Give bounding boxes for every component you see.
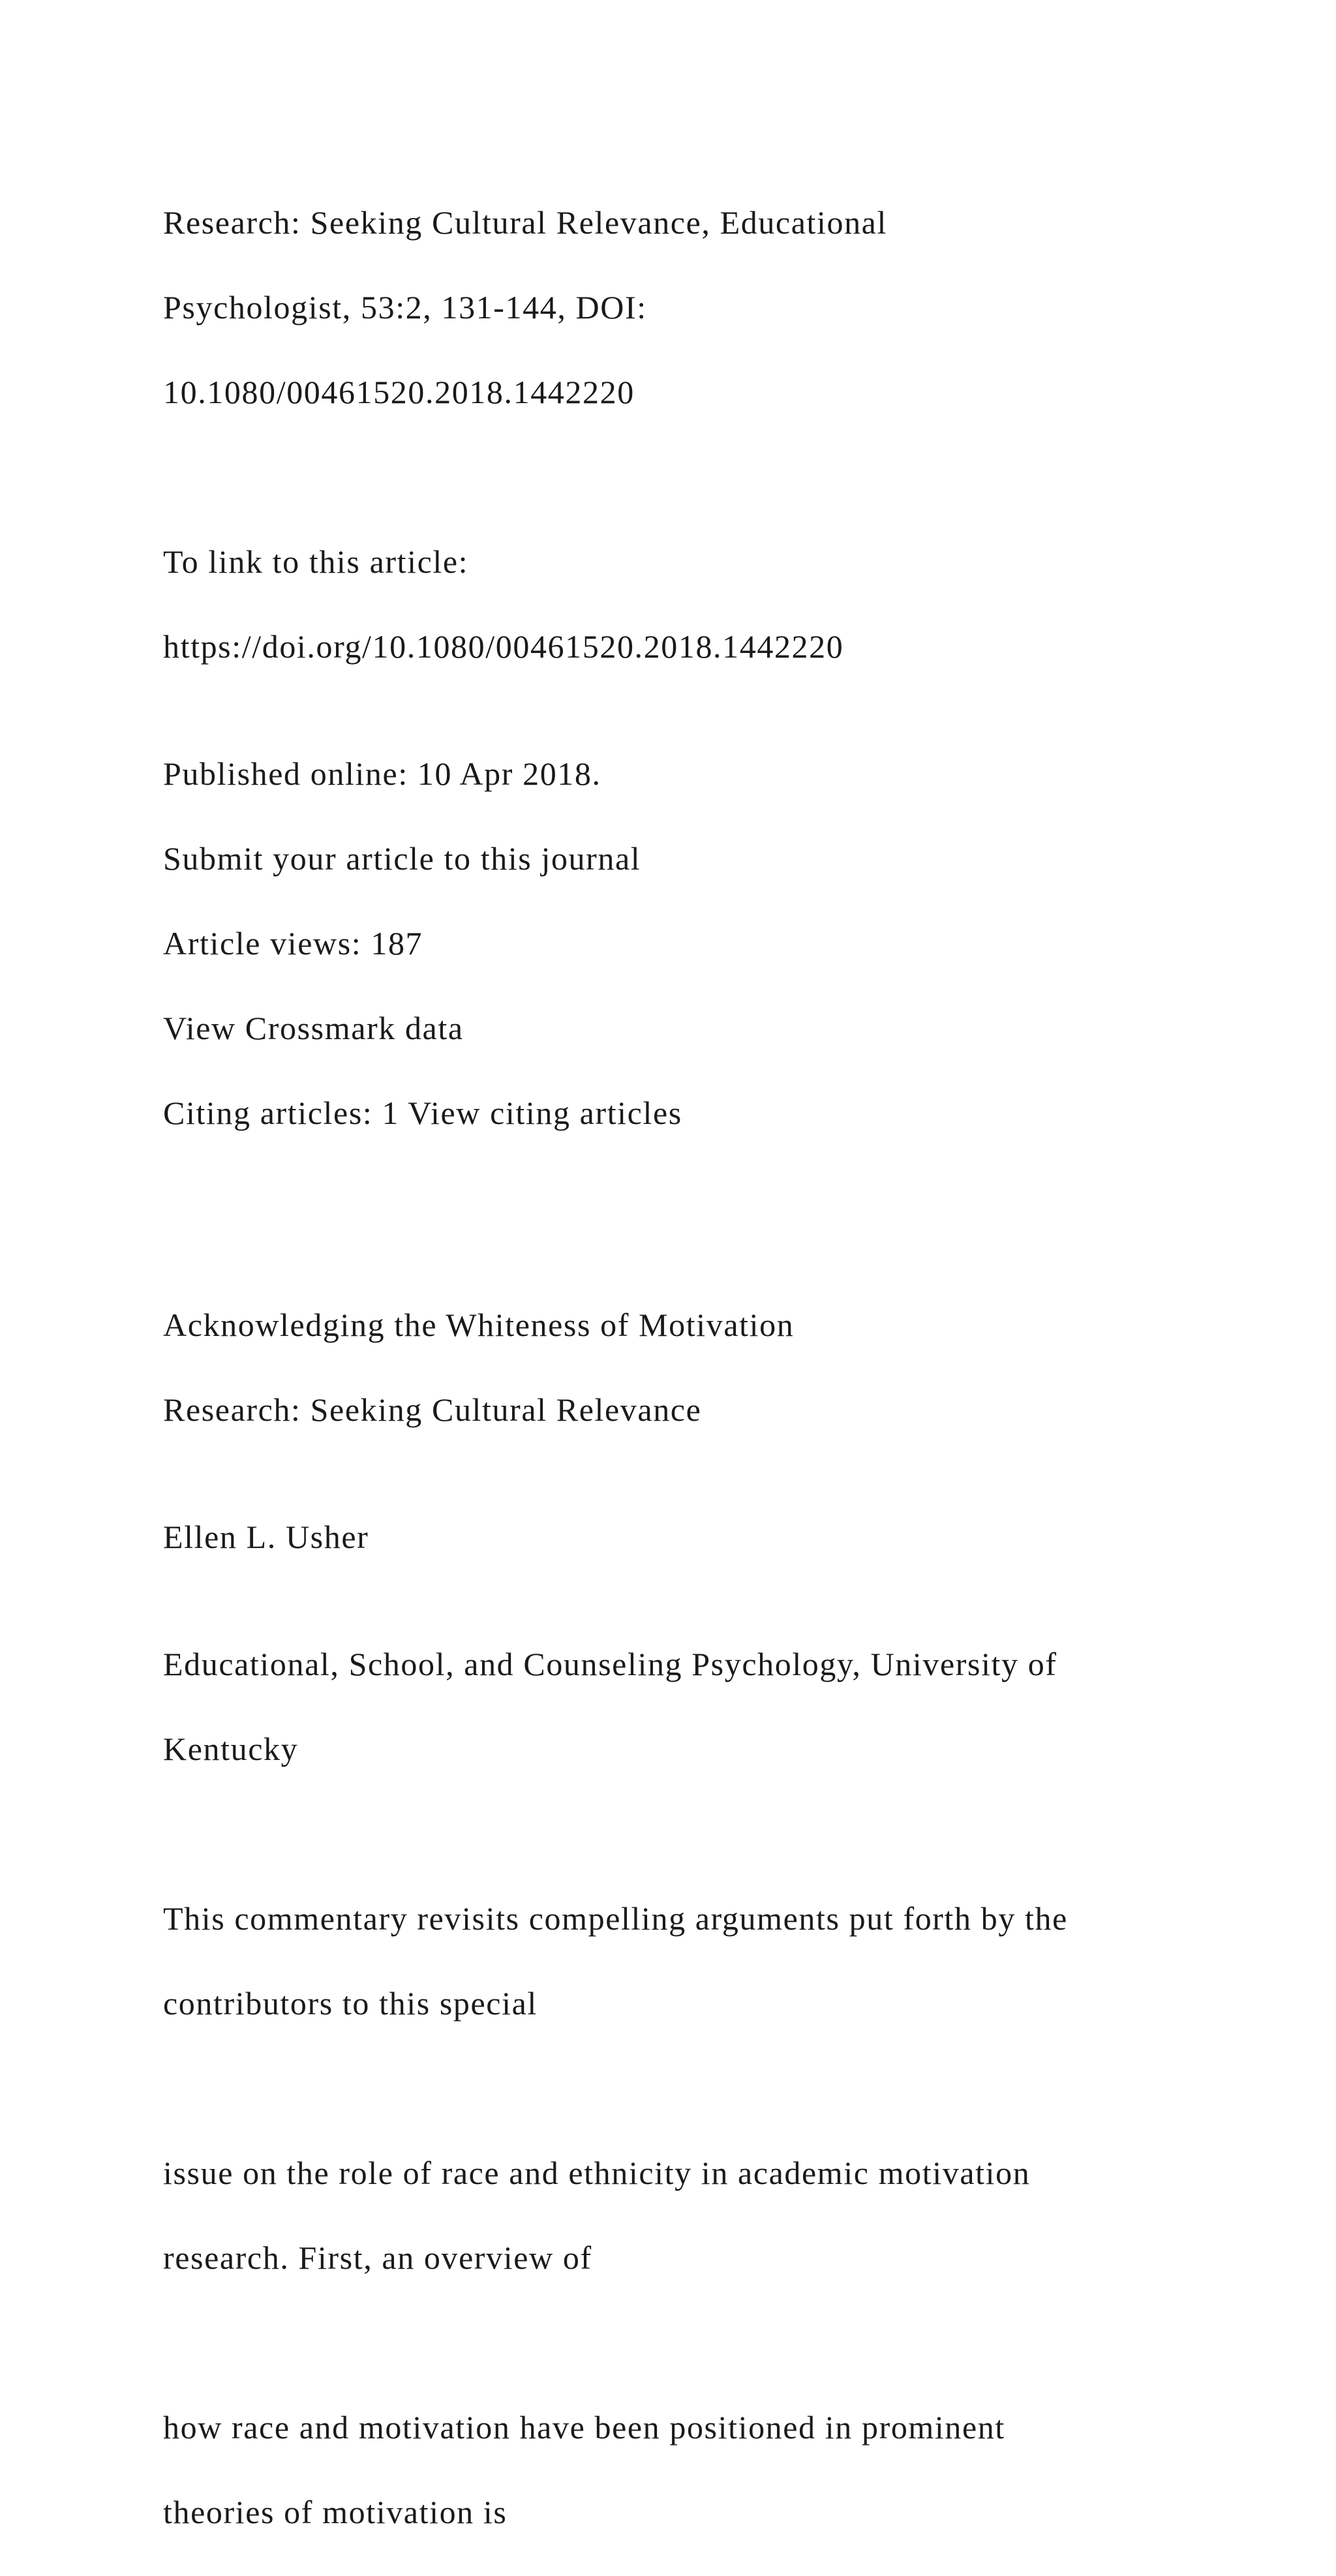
affiliation-line: Kentucky	[163, 1731, 299, 1767]
article-title-line: Research: Seeking Cultural Relevance	[163, 1391, 702, 1428]
article-title	[163, 1262, 1239, 1474]
article-views: Article views: 187	[163, 925, 423, 962]
citation-block	[163, 159, 1239, 456]
citation-line: Research: Seeking Cultural Relevance, Educational	[163, 204, 887, 241]
submit-article-link[interactable]: Submit your article to this journal	[163, 840, 641, 877]
abstract-paragraph	[163, 1855, 1239, 2067]
abstract-paragraph	[163, 2110, 1239, 2322]
author-affiliation	[163, 1601, 1239, 1813]
article-link-block	[163, 498, 1239, 710]
author-name: Ellen L. Usher	[163, 1519, 369, 1555]
citation-line: Psychologist, 53:2, 131-144, DOI:	[163, 289, 647, 326]
citing-count: Citing articles: 1	[163, 1095, 400, 1131]
view-citing-articles-link[interactable]: View citing articles	[408, 1095, 682, 1131]
published-date: Published online: 10 Apr 2018.	[163, 755, 601, 792]
article-link-label: To link to this article:	[163, 543, 469, 580]
abstract-line: issue on the role of race and ethnicity in academic motivation	[163, 2155, 1031, 2191]
citation-line: 10.1080/00461520.2018.1442220	[163, 374, 635, 410]
abstract-line: how race and motivation have been positioned in prominent	[163, 2409, 1005, 2446]
abstract-line: contributors to this special	[163, 1985, 538, 2022]
document-page	[163, 159, 1239, 2576]
crossmark-link[interactable]: View Crossmark data	[163, 1010, 464, 1046]
article-doi-link[interactable]: https://doi.org/10.1080/00461520.2018.1442220	[163, 628, 844, 665]
abstract-paragraph	[163, 2364, 1239, 2576]
article-title-line: Acknowledging the Whiteness of Motivation	[163, 1307, 795, 1343]
abstract-line: research. First, an overview of	[163, 2239, 592, 2276]
citing-articles	[163, 1092, 1239, 1134]
abstract-line: This commentary revisits compelling arguments put forth by the	[163, 1900, 1068, 1937]
abstract-line: theories of motivation is	[163, 2494, 508, 2530]
affiliation-line: Educational, School, and Counseling Psychology, University of	[163, 1646, 1057, 1682]
